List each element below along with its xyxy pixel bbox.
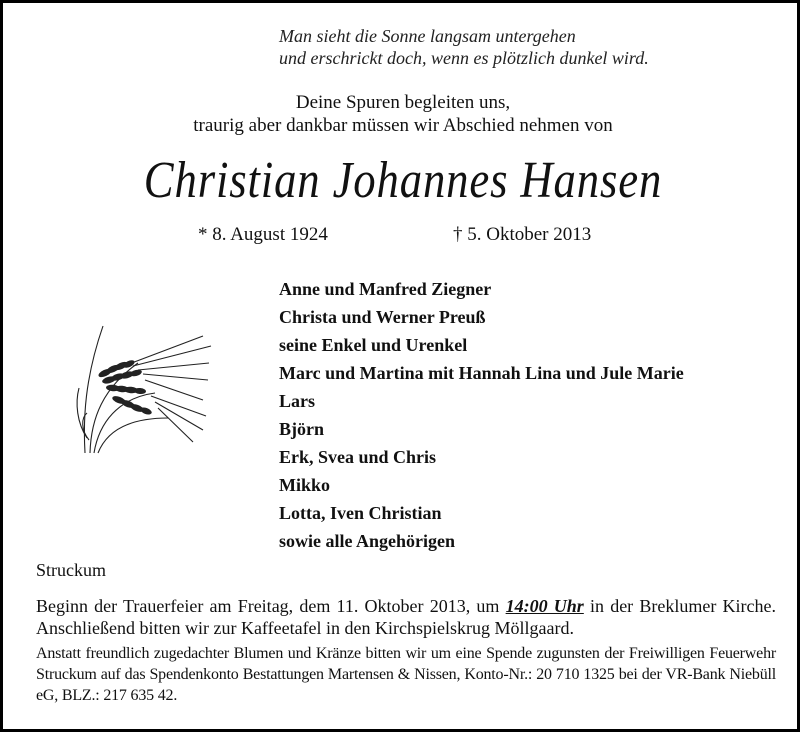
quote-line-2: und erschrickt doch, wenn es plötzlich dunkel wird. (279, 48, 649, 68)
mourners-list (279, 275, 789, 555)
mourner-line: sowie alle Angehörigen (279, 531, 455, 551)
mourner-line: Mikko (279, 475, 331, 495)
memorial-quote (279, 25, 779, 69)
intro-line-2: traurig aber dankbar müssen wir Abschied nehmen von (193, 115, 613, 136)
service-text-end: in der Breklumer Kirche. Anschließend bitten wir zur Kaffeetafel in den Kirchspielskrug Möllgaard. (36, 596, 776, 638)
mourner-line: Lotta, Iven Christian (279, 503, 442, 523)
donation-request: Anstatt freundlich zugedachter Blumen und Kränze bitten wir um eine Spende zugunsten der Freiwilligen Feuerwehr Struckum auf das Spendenkonto Bestattungen Martensen & Nissen, Konto-Nr.: 20 710 1325 bei der VR-Bank Niebüll eG, BLZ.: 217 635 42. (36, 645, 776, 704)
deceased-name: Christian Johannes Hansen (143, 152, 663, 209)
mourner-line: Marc und Martina mit Hannah Lina und Jule Marie (279, 363, 684, 383)
intro-line-1: Deine Spuren begleiten uns, (295, 92, 511, 113)
mourner-line: Björn (279, 419, 324, 439)
service-text-start: Beginn der Trauerfeier am Freitag, dem 11. Oktober 2013, um (36, 596, 506, 616)
service-time: 14:00 Uhr (505, 596, 584, 616)
location: Struckum (36, 560, 106, 580)
intro-text (3, 91, 800, 137)
mourner-line: Anne und Manfred Ziegner (279, 279, 492, 299)
quote-line-1: Man sieht die Sonne langsam untergehen (279, 26, 576, 46)
wheat-icon (63, 318, 213, 458)
mourner-line: Erk, Svea und Chris (279, 447, 437, 467)
mourner-line: seine Enkel und Urenkel (279, 335, 468, 355)
death-date: † 5. Oktober 2013 (453, 224, 592, 245)
funeral-service-info (36, 595, 776, 639)
mourner-line: Christa und Werner Preuß (279, 307, 486, 327)
mourner-line: Lars (279, 391, 315, 411)
birth-date: * 8. August 1924 (198, 224, 328, 245)
